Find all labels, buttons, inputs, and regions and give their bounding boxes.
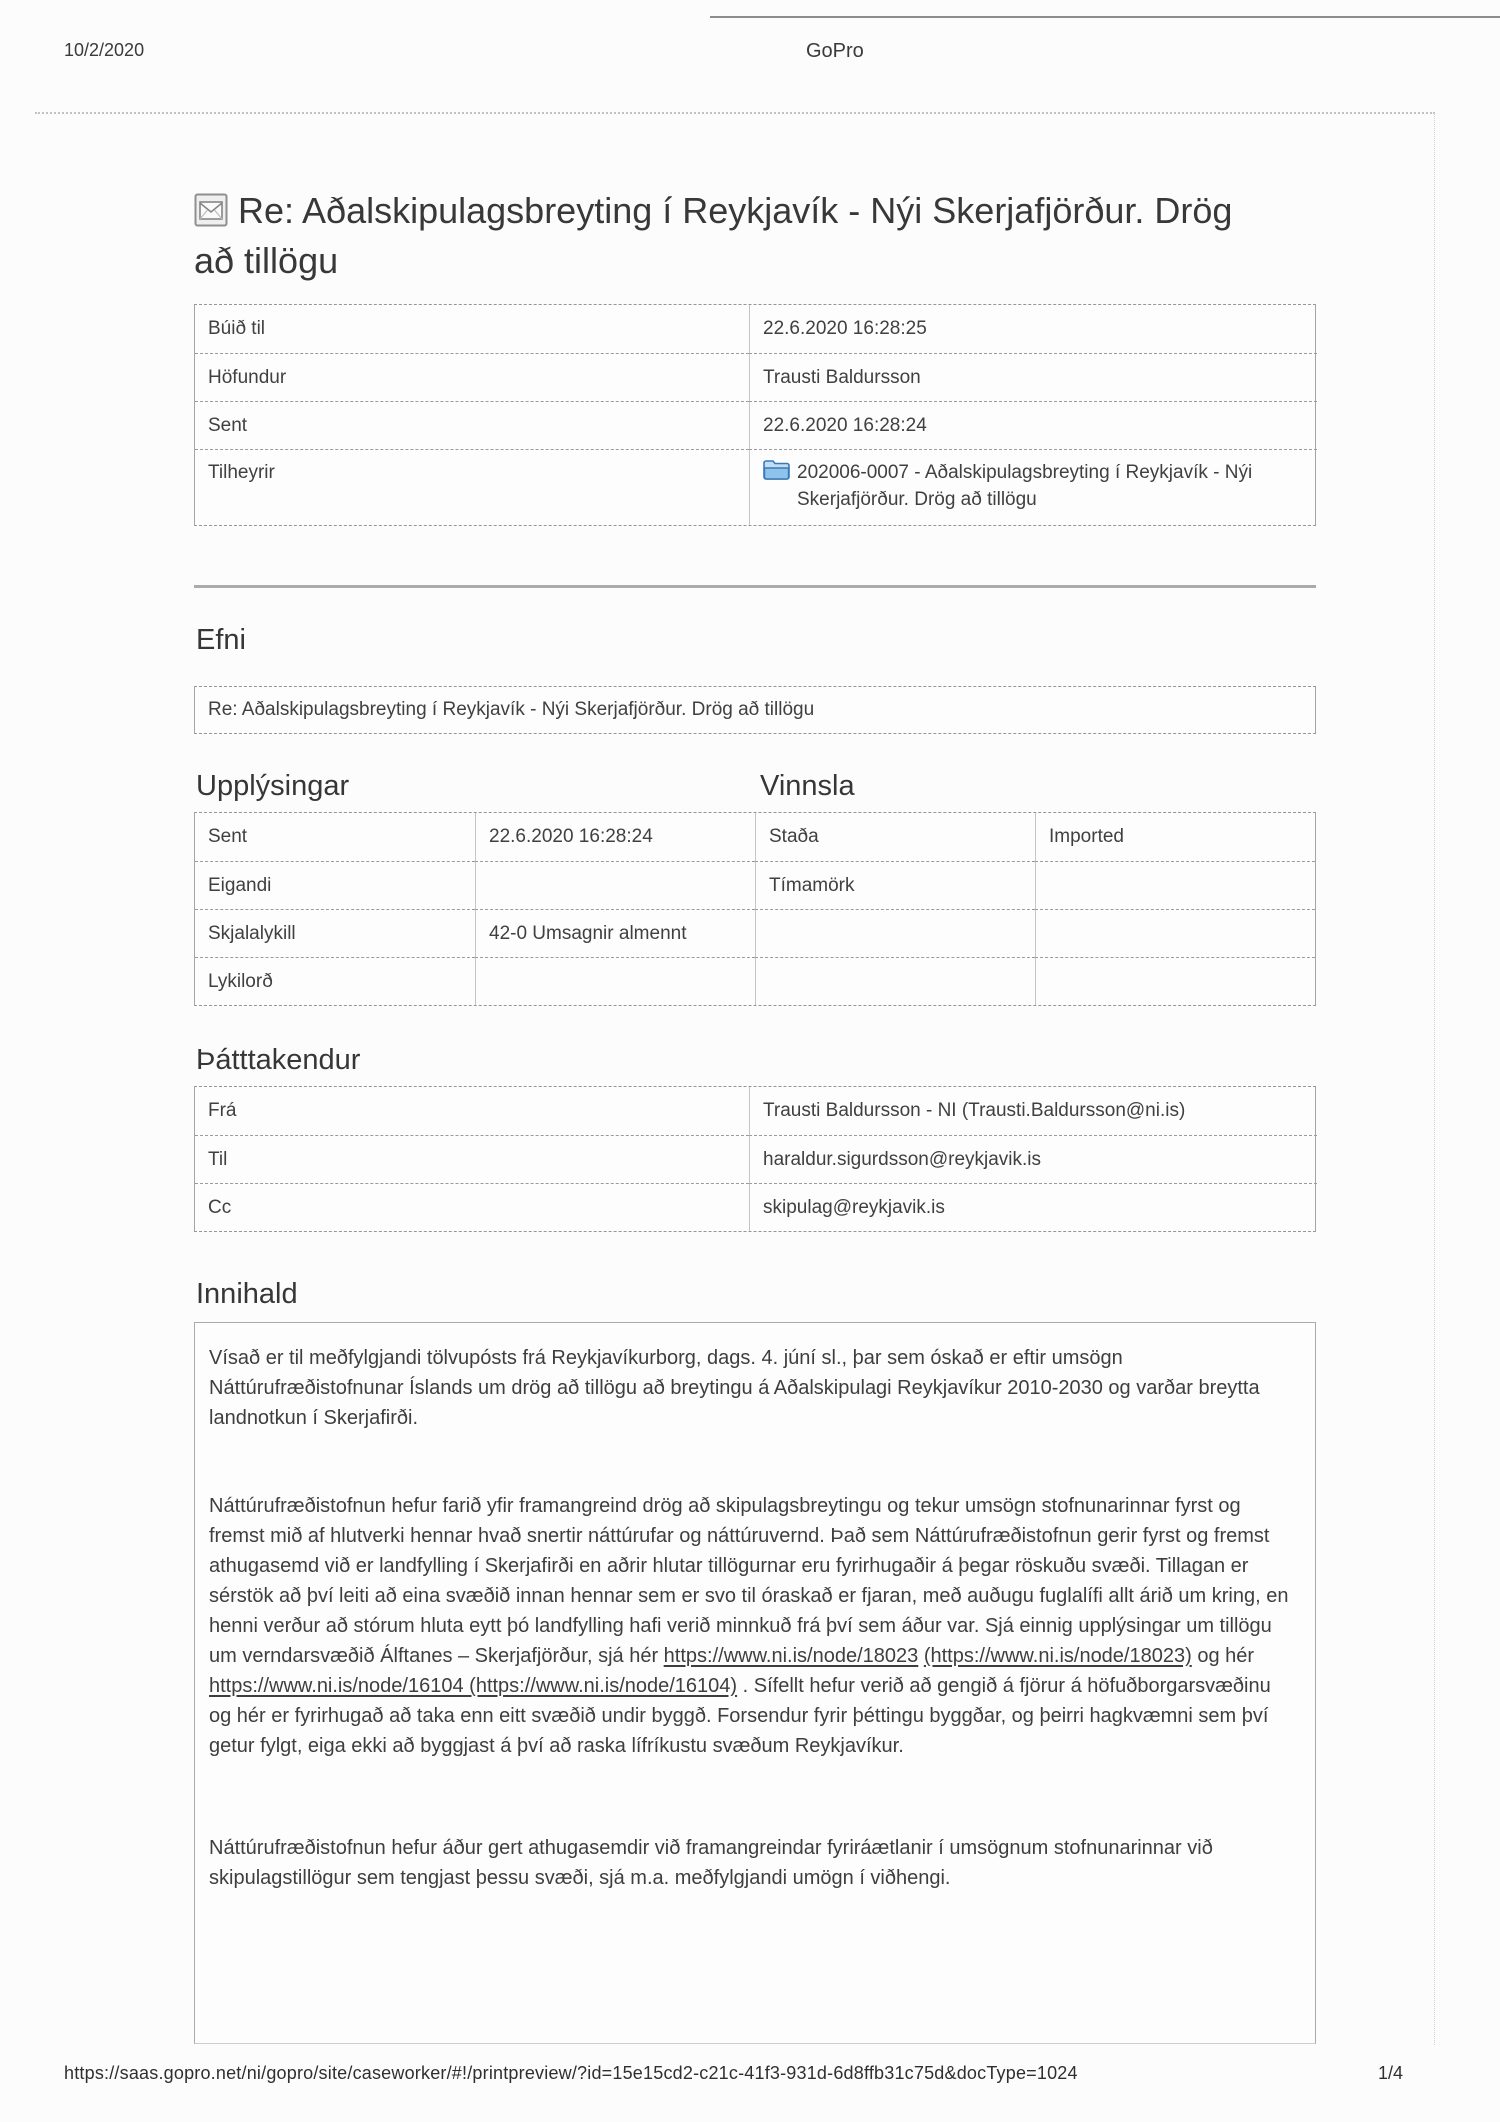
meta-value-hofundur: Trausti Baldursson [749,353,1317,401]
body-paragraph-1: Vísað er til meðfylgjandi tölvupósts frá Reykjavíkurborg, dags. 4. júní sl., þar sem óskað er eftir umsögn Náttúrufræðistofnunar Íslands um drög að tillögu að breytingu á Aðalskipulagi Reykjavíkur 2010-2030 og varðar breytta landnotkun í Skerjafirði. [209,1347,1260,1429]
section-divider [194,585,1316,588]
heading-patttakendur: Þátttakendur [196,1044,361,1076]
patt-value-til: haraldur.sigurdsson@reykjavik.is [749,1135,1317,1183]
vinnsla-cell-empty-1 [755,909,1035,957]
body-text-segment: og hér [1191,1645,1255,1667]
meta-label-sent: Sent [195,401,749,449]
envelope-icon [194,192,228,238]
page-top-dotted-border [35,112,1435,114]
page-right-dotted-border [1434,113,1435,2045]
upp-value-lykilord [475,957,755,1005]
meta-value-sent: 22.6.2020 16:28:24 [749,401,1317,449]
print-date: 10/2/2020 [64,40,145,60]
upplysingar-vinnsla-table [194,812,1316,1006]
heading-upplysingar: Upplýsingar [196,770,350,802]
print-app-title: GoPro [806,40,864,62]
upp-value-sent: 22.6.2020 16:28:24 [475,813,755,861]
vinnsla-value-timamork [1035,861,1315,909]
meta-label-buid-til: Búið til [208,318,266,339]
upp-label-lykilord: Lykilorð [195,957,475,1005]
upp-label-eigandi: Eigandi [195,861,475,909]
patt-value-cc: skipulag@reykjavik.is [749,1183,1317,1231]
case-reference-text[interactable]: 202006-0007 - Aðalskipulagsbreyting í Reykjavík - Nýi Skerjafjörður. Drög að tillögu [797,462,1253,510]
patt-value-fra: Trausti Baldursson - NI (Trausti.Baldursson@ni.is) [749,1087,1317,1135]
page-number: 1/4 [1378,2063,1404,2083]
patttakendur-table [194,1086,1316,1232]
vinnsla-cell-empty-3 [755,957,1035,1005]
vinnsla-label-timamork: Tímamörk [755,861,1035,909]
upp-label-sent: Sent [208,826,248,847]
vinnsla-label-stada: Staða [755,813,1035,861]
body-paragraph-2 [209,1491,1295,1761]
body-text-segment: . Sífellt hefur verið að gengið á fjörur á höfuðborgarsvæðinu og hér er fyrirhugað að taka enn eitt svæðið undir byggð. Forsendur fyrir þéttingu byggðar, og þeirri hagkvæmni sem því getur fylgt, eiga ekki að byggjast á því að raska lífríkustu svæðum Reykjavíkur. [209,1675,1271,1757]
patt-label-cc: Cc [195,1183,749,1231]
meta-label-hofundur: Höfundur [195,353,749,401]
upp-label-skjalalykill: Skjalalykill [195,909,475,957]
link-node-18023[interactable]: https://www.ni.is/node/18023 [663,1645,919,1667]
vinnsla-cell-empty-4 [1035,957,1315,1005]
vinnsla-cell-empty-2 [1035,909,1315,957]
document-title-block [194,188,1274,284]
patt-label-fra: Frá [208,1100,237,1121]
body-paragraph-3: Náttúrufræðistofnun hefur áður gert athugasemdir við framangreindar fyriráætlanir í umsögnum stofnunarinnar við skipulagstillögur sem tengjast þessu svæði, sjá m.a. meðfylgjandi umögn í viðhengi. [209,1837,1213,1889]
folder-icon [763,459,790,488]
meta-value-tilheyrir [749,449,1317,525]
heading-vinnsla: Vinnsla [760,770,855,802]
patt-label-til: Til [195,1135,749,1183]
link-node-16104[interactable]: https://www.ni.is/node/16104 (https://www.ni.is/node/16104) [209,1675,738,1697]
print-preview-url: https://saas.gopro.net/ni/gopro/site/caseworker/#!/printpreview/?id=15e15cd2-c21c-41f3-931d-6d8ffb31c75d&docType=1024 [64,2063,1078,2083]
email-body-box [194,1322,1316,2044]
vinnsla-value-stada: Imported [1035,813,1315,861]
efni-value-box: Re: Aðalskipulagsbreyting í Reykjavík - Nýi Skerjafjörður. Drög að tillögu [194,686,1316,734]
scan-edge-line [710,16,1500,18]
link-node-18023-paren[interactable]: (https://www.ni.is/node/18023) [923,1645,1192,1667]
meta-value-buid-til: 22.6.2020 16:28:25 [749,305,1317,353]
metadata-table [194,304,1316,526]
heading-innihald: Innihald [196,1278,298,1310]
upp-value-skjalalykill: 42-0 Umsagnir almennt [475,909,755,957]
body-text-segment: Náttúrufræðistofnun hefur farið yfir framangreind drög að skipulagsbreytingu og tekur umsögn stofnunarinnar fyrst og fremst mið af hlutverki hennar hvað snertir náttúrufar og náttúruvernd. Það sem Náttúrufræðistofnun gerir fyrst og fremst athugasemd við er landfylling í Skerjafirði en aðrir hlutar tillögurnar eru fyrirhugaðir á þegar röskuðu svæði. Tillagan er sérstök að því leiti að eina svæðið innan hennar sem er svo til óraskað er fjaran, með auðugu fuglalífi allt árið um kring, en henni verður að stórum hluta eytt þó landfylling hafi verið minnkuð frá því sem áður var. Sjá einnig upplýsingar um tillögu um verndarsvæðið Álftanes – Skerjafjörður, sjá hér [209,1495,1289,1667]
heading-efni: Efni [196,624,246,656]
page-title: Re: Aðalskipulagsbreyting í Reykjavík - Nýi Skerjafjörður. Drög að tillögu [194,190,1233,281]
upp-value-eigandi [475,861,755,909]
meta-label-tilheyrir: Tilheyrir [195,449,749,525]
